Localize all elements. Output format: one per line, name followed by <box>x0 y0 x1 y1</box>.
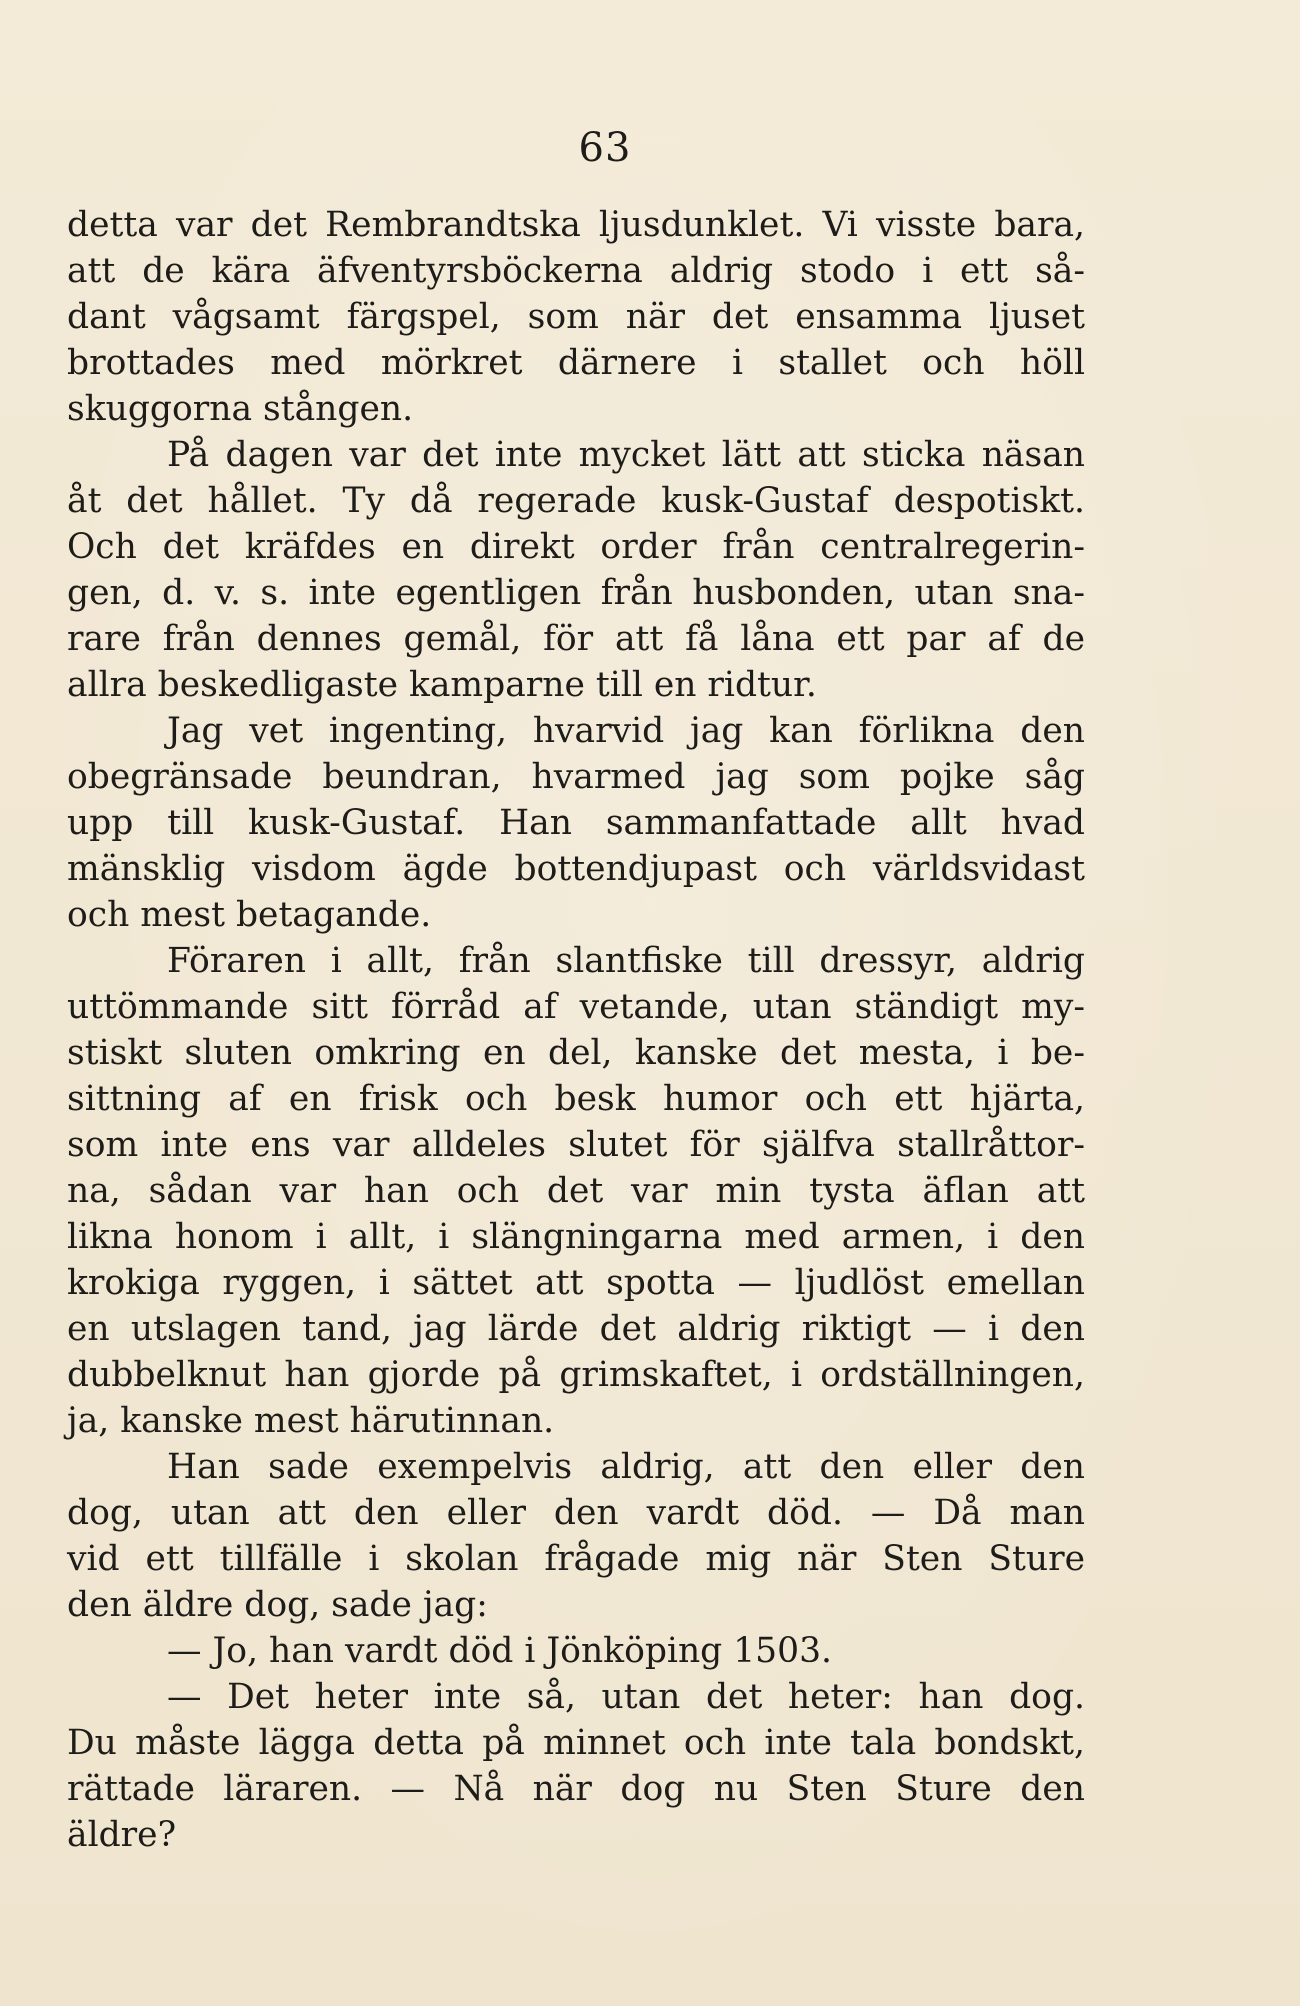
text-line: stiskt sluten omkring en del, kanske det mesta, i be- <box>67 1033 1085 1073</box>
text-line: skuggorna stången. <box>67 389 414 429</box>
text-line: Du måste lägga detta på minnet och inte tala bondskt, <box>67 1723 1085 1763</box>
text-line: åt det hållet. Ty då regerade kusk-Gustaf despotiskt. <box>67 481 1085 521</box>
text-line: äldre? <box>67 1815 177 1855</box>
text-line: rare från dennes gemål, för att få låna ett par af de <box>67 619 1085 659</box>
text-line: krokiga ryggen, i sättet att spotta — ljudlöst emellan <box>67 1263 1085 1303</box>
text-line: uttömmande sitt förråd af vetande, utan ständigt my- <box>67 987 1085 1027</box>
text-line: — Jo, han vardt död i Jönköping 1503. <box>167 1631 833 1671</box>
text-line: På dagen var det inte mycket lätt att sticka näsan <box>167 435 1085 475</box>
text-line: och mest betagande. <box>67 895 432 935</box>
text-line: Han sade exempelvis aldrig, att den eller den <box>167 1447 1085 1487</box>
text-line: na, sådan var han och det var min tysta äflan att <box>67 1171 1085 1211</box>
text-line: dog, utan att den eller den vardt död. — Då man <box>67 1493 1085 1533</box>
text-line: Föraren i allt, från slantfiske till dressyr, aldrig <box>167 941 1085 981</box>
text-line: mänsklig visdom ägde bottendjupast och världsvidast <box>67 849 1085 889</box>
text-line: rättade läraren. — Nå när dog nu Sten Sture den <box>67 1769 1085 1809</box>
text-line: allra beskedligaste kamparne till en ridtur. <box>67 665 817 705</box>
text-line: upp till kusk-Gustaf. Han sammanfattade allt hvad <box>67 803 1085 843</box>
text-line: ja, kanske mest härutinnan. <box>67 1401 555 1441</box>
text-line: en utslagen tand, jag lärde det aldrig riktigt — i den <box>67 1309 1085 1349</box>
text-line: — Det heter inte så, utan det heter: han dog. <box>167 1677 1085 1717</box>
text-line: brottades med mörkret därnere i stallet och höll <box>67 343 1085 383</box>
text-line: likna honom i allt, i slängningarna med armen, i den <box>67 1217 1085 1257</box>
text-line: obegränsade beundran, hvarmed jag som pojke såg <box>67 757 1085 797</box>
text-line: Jag vet ingenting, hvarvid jag kan förlikna den <box>167 711 1085 751</box>
page-number: 63 <box>578 125 632 171</box>
text-line: sittning af en frisk och besk humor och ett hjärta, <box>67 1079 1085 1119</box>
text-line: dant vågsamt färgspel, som när det ensamma ljuset <box>67 297 1085 337</box>
text-line: gen, d. v. s. inte egentligen från husbonden, utan sna- <box>67 573 1085 613</box>
text-line: som inte ens var alldeles slutet för själfva stallråttor- <box>67 1125 1085 1165</box>
text-line: dubbelknut han gjorde på grimskaftet, i ordställningen, <box>67 1355 1085 1395</box>
text-line: Och det kräfdes en direkt order från centralregerin- <box>67 527 1085 567</box>
text-line: vid ett tillfälle i skolan frågade mig när Sten Sture <box>67 1539 1085 1579</box>
text-line: den äldre dog, sade jag: <box>67 1585 488 1625</box>
body-text <box>67 202 1085 1858</box>
text-line: detta var det Rembrandtska ljusdunklet. Vi visste bara, <box>67 205 1085 245</box>
text-line: att de kära äfventyrsböckerna aldrig stodo i ett så- <box>67 251 1085 291</box>
